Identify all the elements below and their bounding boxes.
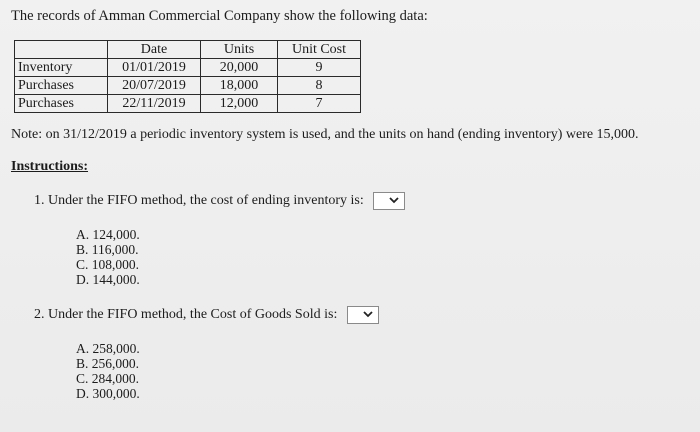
answer-1-dropdown[interactable] xyxy=(373,192,405,210)
table-header-row xyxy=(15,41,361,59)
intro-text: The records of Amman Commercial Company show the following data: xyxy=(11,8,428,24)
row-unit-cost: 7 xyxy=(278,95,361,113)
option-c: C. 108,000. xyxy=(76,257,140,272)
answer-2-dropdown[interactable] xyxy=(347,306,379,324)
row-units: 18,000 xyxy=(201,77,278,95)
option-d: D. 300,000. xyxy=(76,386,140,401)
row-unit-cost: 8 xyxy=(278,77,361,95)
question-2-text: 2. Under the FIFO method, the Cost of Goods Sold is: xyxy=(34,307,338,323)
option-b: B. 116,000. xyxy=(76,242,139,257)
row-date: 20/07/2019 xyxy=(108,77,201,95)
note-text: Note: on 31/12/2019 a periodic inventory system is used, and the units on hand (ending inventory) were 15,000. xyxy=(11,127,639,142)
option-b: B. 256,000. xyxy=(76,356,140,371)
question-1-options xyxy=(76,227,140,287)
row-unit-cost: 9 xyxy=(278,59,361,77)
header-label xyxy=(15,41,108,59)
option-a: A. 124,000. xyxy=(76,227,140,242)
row-units: 12,000 xyxy=(201,95,278,113)
question-2-options xyxy=(76,341,140,401)
records-table xyxy=(14,40,361,113)
chevron-down-icon xyxy=(363,311,373,318)
header-unit-cost: Unit Cost xyxy=(278,41,361,59)
chevron-down-icon xyxy=(389,197,399,204)
table-row xyxy=(15,59,361,77)
table-row xyxy=(15,77,361,95)
option-a: A. 258,000. xyxy=(76,341,140,356)
row-units: 20,000 xyxy=(201,59,278,77)
row-label: Purchases xyxy=(15,77,108,95)
instructions-heading: Instructions: xyxy=(11,159,89,174)
header-units: Units xyxy=(201,41,278,59)
option-d: D. 144,000. xyxy=(76,272,140,287)
row-date: 01/01/2019 xyxy=(108,59,201,77)
table-row xyxy=(15,95,361,113)
question-1 xyxy=(34,192,405,210)
question-1-text: 1. Under the FIFO method, the cost of ending inventory is: xyxy=(34,193,364,209)
header-date: Date xyxy=(108,41,201,59)
row-label: Inventory xyxy=(15,59,108,77)
row-label: Purchases xyxy=(15,95,108,113)
question-2 xyxy=(34,306,379,324)
row-date: 22/11/2019 xyxy=(108,95,201,113)
option-c: C. 284,000. xyxy=(76,371,140,386)
